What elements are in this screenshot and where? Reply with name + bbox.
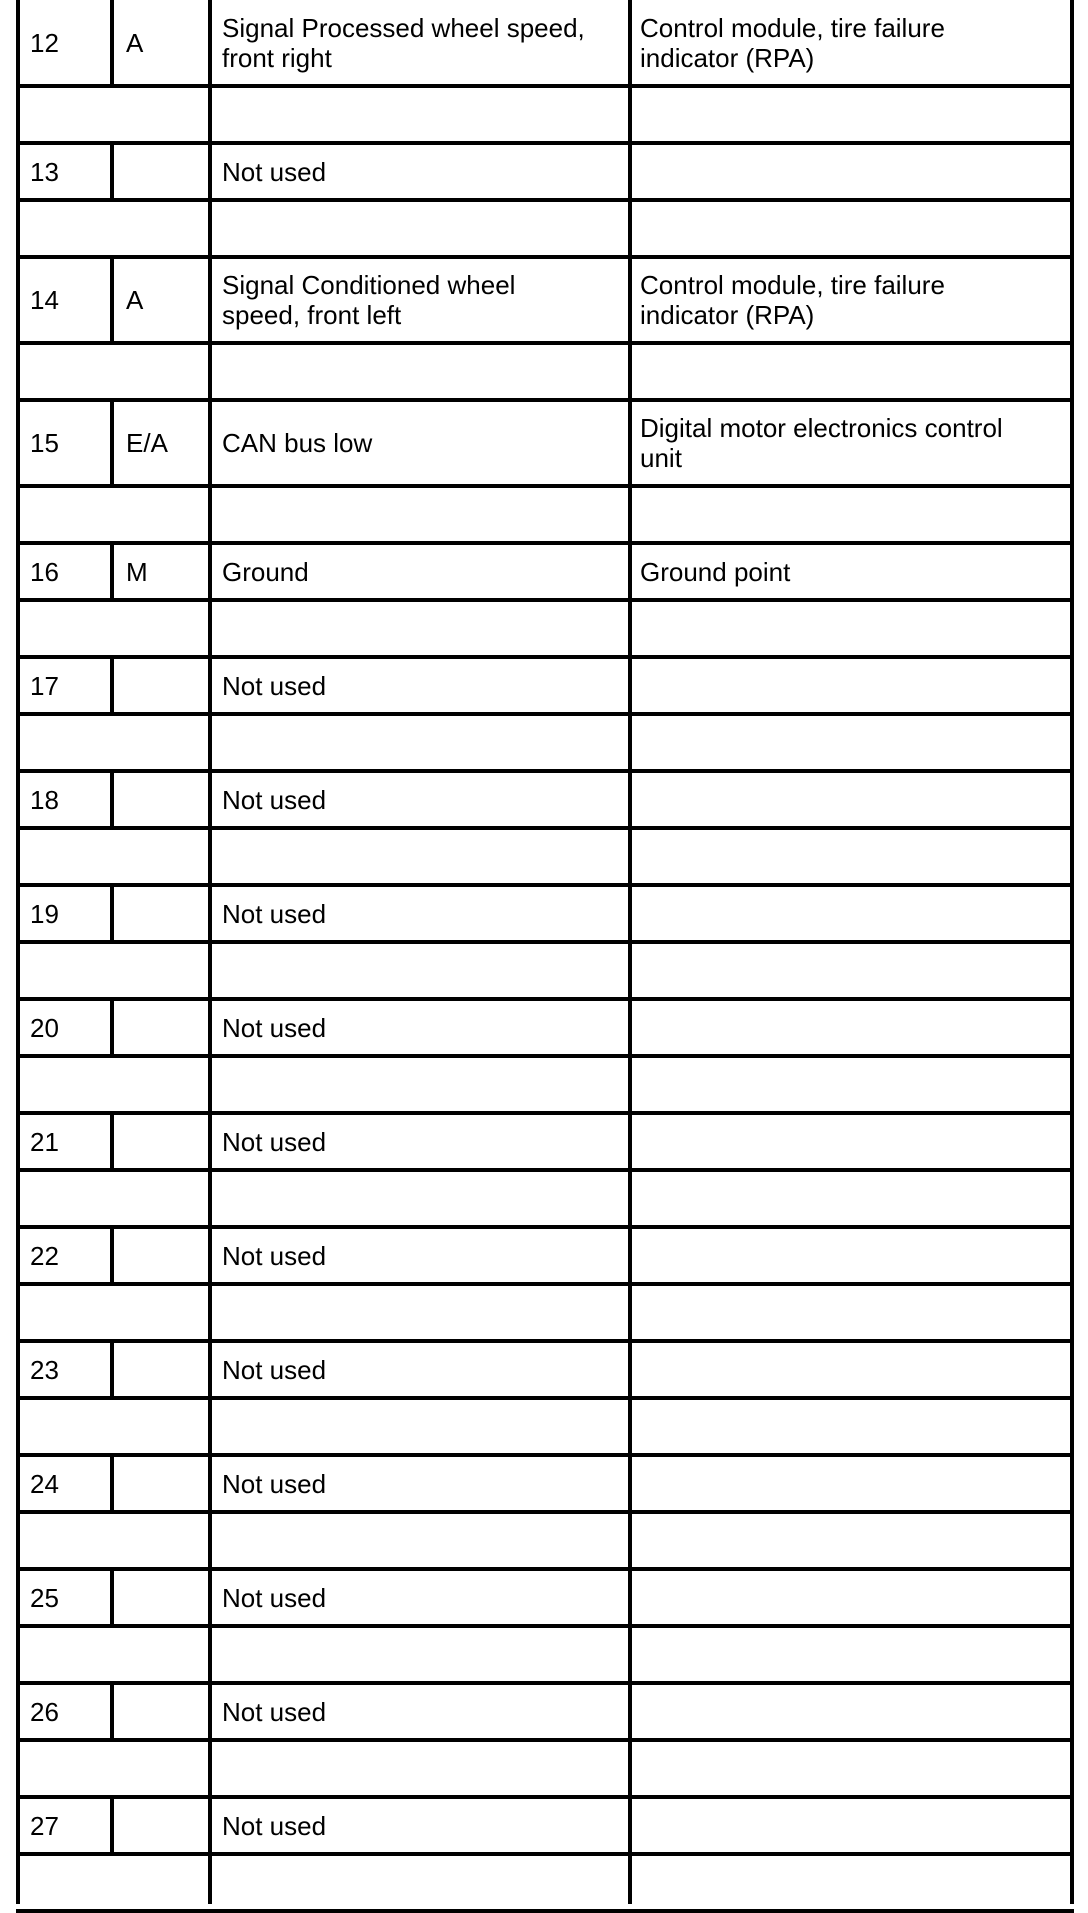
column-divider-code bbox=[110, 1797, 114, 1854]
row-border bbox=[16, 1510, 1074, 1514]
signal-type-cell: A bbox=[126, 28, 144, 58]
description-cell: Not used bbox=[222, 1468, 327, 1499]
column-divider-code bbox=[110, 999, 114, 1056]
signal-type-cell bbox=[126, 999, 206, 1056]
pin-number-cell: 26 bbox=[30, 1696, 59, 1727]
row-border bbox=[16, 84, 1074, 88]
column-divider-code bbox=[110, 1683, 114, 1740]
connection-cell bbox=[640, 1341, 1070, 1398]
table-row bbox=[0, 0, 1088, 86]
pin-number-cell: 18 bbox=[30, 784, 59, 815]
connection-cell: Control module, tire failure indicator (RPA) bbox=[640, 13, 945, 73]
connection-cell: Control module, tire failure indicator (RPA) bbox=[640, 270, 945, 330]
table-row bbox=[0, 1797, 1088, 1854]
description-cell: CAN bus low bbox=[222, 428, 373, 458]
column-divider-code bbox=[110, 885, 114, 942]
description-cell: Not used bbox=[222, 1810, 327, 1841]
table-row bbox=[0, 1341, 1088, 1398]
signal-type-cell bbox=[126, 143, 206, 200]
pin-number-cell: 20 bbox=[30, 1012, 59, 1043]
table-row bbox=[0, 771, 1088, 828]
description-cell: Signal Processed wheel speed, front right bbox=[222, 13, 585, 73]
connection-cell bbox=[640, 1113, 1070, 1170]
column-divider-code bbox=[110, 657, 114, 714]
column-divider-code bbox=[110, 257, 114, 343]
signal-type-cell bbox=[126, 1341, 206, 1398]
description-cell: Not used bbox=[222, 1126, 327, 1157]
row-border bbox=[16, 341, 1074, 345]
signal-type-cell bbox=[126, 1569, 206, 1626]
signal-type-cell: A bbox=[126, 285, 144, 315]
column-divider-code bbox=[110, 1113, 114, 1170]
description-cell: Not used bbox=[222, 1240, 327, 1271]
signal-type-cell bbox=[126, 1797, 206, 1854]
table-row bbox=[0, 1113, 1088, 1170]
column-divider-code bbox=[110, 1341, 114, 1398]
pin-number-cell: 19 bbox=[30, 898, 59, 929]
pin-number-cell: 27 bbox=[30, 1810, 59, 1841]
table-row bbox=[0, 143, 1088, 200]
pin-number-cell: 13 bbox=[30, 156, 59, 187]
row-border bbox=[16, 1396, 1074, 1400]
row-border bbox=[16, 598, 1074, 602]
signal-type-cell bbox=[126, 1227, 206, 1284]
row-border bbox=[16, 826, 1074, 830]
pin-number-cell: 12 bbox=[30, 28, 59, 58]
row-border bbox=[16, 940, 1074, 944]
column-divider-code bbox=[110, 771, 114, 828]
description-cell: Not used bbox=[222, 1012, 327, 1043]
row-border bbox=[16, 1738, 1074, 1742]
table-row bbox=[0, 885, 1088, 942]
connection-cell bbox=[640, 771, 1070, 828]
spacer-row-border bbox=[16, 1909, 1074, 1913]
signal-type-cell: M bbox=[126, 556, 148, 587]
pin-number-cell: 15 bbox=[30, 428, 59, 458]
column-divider-code bbox=[110, 1227, 114, 1284]
table-row bbox=[0, 257, 1088, 343]
pin-number-cell: 23 bbox=[30, 1354, 59, 1385]
description-cell: Not used bbox=[222, 670, 327, 701]
pin-number-cell: 17 bbox=[30, 670, 59, 701]
table-row bbox=[0, 400, 1088, 486]
table-row bbox=[0, 999, 1088, 1056]
table-row bbox=[0, 1227, 1088, 1284]
pin-number-cell: 25 bbox=[30, 1582, 59, 1613]
description-cell: Signal Conditioned wheel speed, front left bbox=[222, 270, 516, 330]
connection-cell bbox=[640, 1569, 1070, 1626]
description-cell: Not used bbox=[222, 1582, 327, 1613]
column-divider-code bbox=[110, 1569, 114, 1626]
pin-number-cell: 16 bbox=[30, 556, 59, 587]
connection-cell bbox=[640, 1227, 1070, 1284]
column-divider-code bbox=[110, 0, 114, 86]
signal-type-cell bbox=[126, 1113, 206, 1170]
row-border bbox=[16, 1168, 1074, 1172]
signal-type-cell bbox=[126, 1683, 206, 1740]
connection-cell: Ground point bbox=[640, 556, 791, 587]
row-border bbox=[16, 1852, 1074, 1856]
connection-cell bbox=[640, 1455, 1070, 1512]
table-row bbox=[0, 657, 1088, 714]
connection-cell bbox=[640, 657, 1070, 714]
table-row bbox=[0, 543, 1088, 600]
row-border bbox=[16, 484, 1074, 488]
connection-cell bbox=[640, 1797, 1070, 1854]
column-divider-code bbox=[110, 543, 114, 600]
row-border bbox=[16, 1282, 1074, 1286]
connection-cell bbox=[640, 143, 1070, 200]
column-divider-code bbox=[110, 143, 114, 200]
pin-number-cell: 22 bbox=[30, 1240, 59, 1271]
connection-cell: Digital motor electronics control unit bbox=[640, 413, 1003, 473]
row-border bbox=[16, 712, 1074, 716]
description-cell: Ground bbox=[222, 556, 309, 587]
description-cell: Not used bbox=[222, 1696, 327, 1727]
connection-cell bbox=[640, 885, 1070, 942]
description-cell: Not used bbox=[222, 156, 327, 187]
description-cell: Not used bbox=[222, 1354, 327, 1385]
description-cell: Not used bbox=[222, 898, 327, 929]
connection-cell bbox=[640, 999, 1070, 1056]
table-row bbox=[0, 1455, 1088, 1512]
description-cell: Not used bbox=[222, 784, 327, 815]
signal-type-cell bbox=[126, 657, 206, 714]
row-border bbox=[16, 1624, 1074, 1628]
signal-type-cell bbox=[126, 771, 206, 828]
pin-number-cell: 14 bbox=[30, 285, 59, 315]
table-row bbox=[0, 1683, 1088, 1740]
column-divider-code bbox=[110, 400, 114, 486]
connection-cell bbox=[640, 1683, 1070, 1740]
row-border bbox=[16, 1054, 1074, 1058]
row-border bbox=[16, 198, 1074, 202]
column-divider-code bbox=[110, 1455, 114, 1512]
signal-type-cell: E/A bbox=[126, 428, 168, 458]
signal-type-cell bbox=[126, 885, 206, 942]
table-row bbox=[0, 1569, 1088, 1626]
pin-number-cell: 24 bbox=[30, 1468, 59, 1499]
pin-number-cell: 21 bbox=[30, 1126, 59, 1157]
signal-type-cell bbox=[126, 1455, 206, 1512]
